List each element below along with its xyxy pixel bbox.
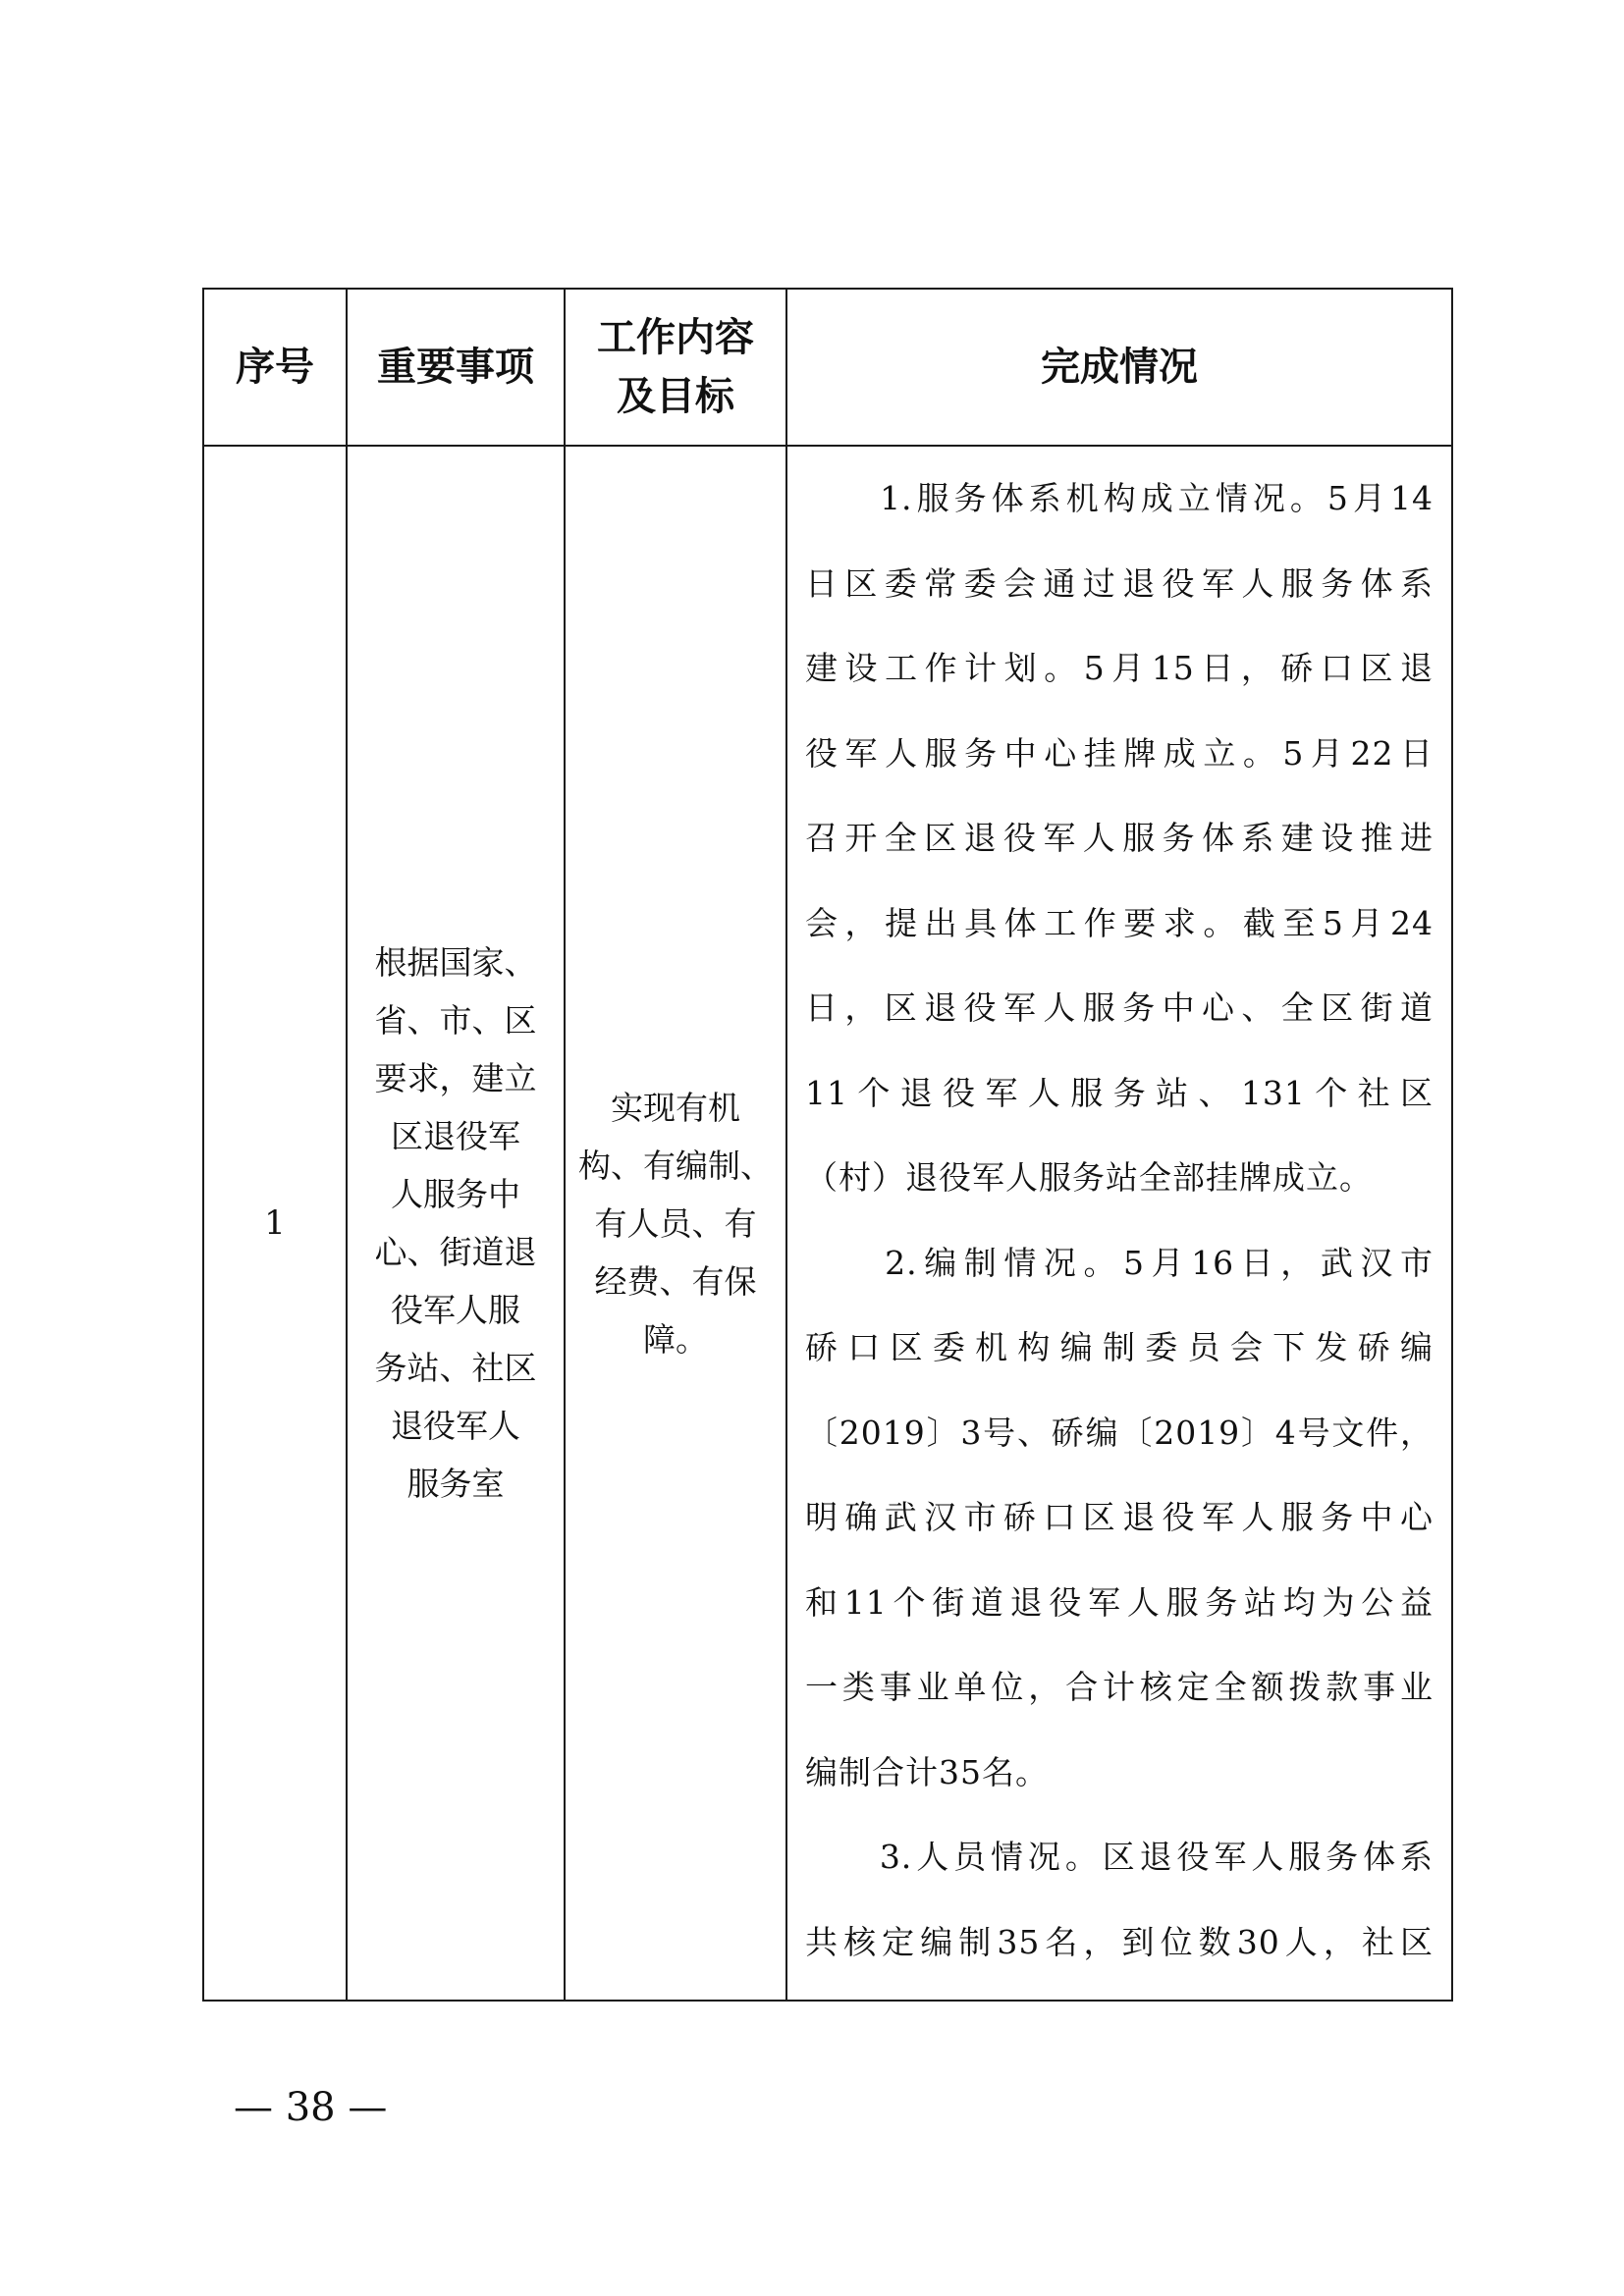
status-text-line: 召开全区退役军人服务体系建设推进 xyxy=(805,819,1434,857)
item-text-line: 退役军人 xyxy=(391,1407,520,1445)
status-text-line: 役军人服务中心挂牌成立。5月22日 xyxy=(805,733,1434,773)
item-text-line: 心、街道退 xyxy=(374,1233,537,1271)
row-work-goal xyxy=(565,446,786,2001)
item-text-line: 根据国家、 xyxy=(374,943,537,982)
item-text-line: 省、市、区 xyxy=(374,1001,537,1040)
goal-text-line: 实现有机 xyxy=(611,1088,740,1127)
item-text-line: 要求，建立 xyxy=(374,1059,537,1097)
item-text-line: 务站、社区 xyxy=(374,1349,537,1387)
header-work-goal-line2: 及目标 xyxy=(617,374,734,419)
status-text-line: 一类事业单位，合计核定全额拨款事业 xyxy=(805,1668,1434,1706)
goal-text-line: 有人员、有 xyxy=(594,1203,757,1243)
header-work-goal xyxy=(565,289,786,446)
item-text-line: 人服务中 xyxy=(391,1175,520,1213)
status-text-line: 日，区退役军人服务中心、全区街道 xyxy=(805,988,1434,1027)
header-important-item: 重要事项 xyxy=(347,289,565,446)
status-text-line: （村）退役军人服务站全部挂牌成立。 xyxy=(805,1158,1373,1197)
status-text-line: 〔2019〕3号、硚编〔2019〕4号文件， xyxy=(805,1413,1434,1452)
header-seq: 序号 xyxy=(203,289,347,446)
row-completion-status xyxy=(786,446,1452,2001)
table-header-row xyxy=(203,289,1452,446)
status-text-line: 和11个街道退役军人服务站均为公益 xyxy=(805,1582,1434,1622)
status-text-line: 2.编制情况。5月16日，武汉市 xyxy=(805,1243,1434,1282)
item-text-line: 役军人服 xyxy=(391,1291,520,1329)
item-text-line: 区退役军 xyxy=(391,1117,520,1155)
status-text-line: 11个退役军人服务站、131个社区 xyxy=(805,1073,1434,1112)
header-completion-status: 完成情况 xyxy=(786,289,1452,446)
table-row xyxy=(203,446,1452,2001)
status-text-line: 建设工作计划。5月15日，硚口区退 xyxy=(805,649,1434,687)
header-work-goal-line1: 工作内容 xyxy=(597,315,754,360)
goal-text-line: 经费、有保 xyxy=(594,1261,757,1301)
status-text-line: 编制合计35名。 xyxy=(805,1752,1049,1791)
item-text-line: 服务室 xyxy=(406,1465,505,1503)
page-number: — 38 — xyxy=(234,2085,388,2130)
goal-text-line: 障。 xyxy=(643,1319,708,1359)
status-text-line: 明确武汉市硚口区退役军人服务中心 xyxy=(805,1498,1434,1536)
goal-text-line: 构、有编制、 xyxy=(578,1146,773,1185)
row-important-item xyxy=(347,446,565,2001)
status-text-line: 硚口区委机构编制委员会下发硚编 xyxy=(805,1328,1434,1366)
status-text-line: 3.人员情况。区退役军人服务体系 xyxy=(805,1838,1434,1876)
row-seq: 1 xyxy=(203,446,347,2001)
status-text-line: 共核定编制35名，到位数30人，社区 xyxy=(805,1922,1434,1961)
status-text-line: 会，提出具体工作要求。截至5月24 xyxy=(805,903,1434,942)
status-text-line: 1.服务体系机构成立情况。5月14 xyxy=(805,479,1434,517)
work-summary-table xyxy=(202,288,1453,2002)
status-text-line: 日区委常委会通过退役军人服务体系 xyxy=(805,563,1434,603)
